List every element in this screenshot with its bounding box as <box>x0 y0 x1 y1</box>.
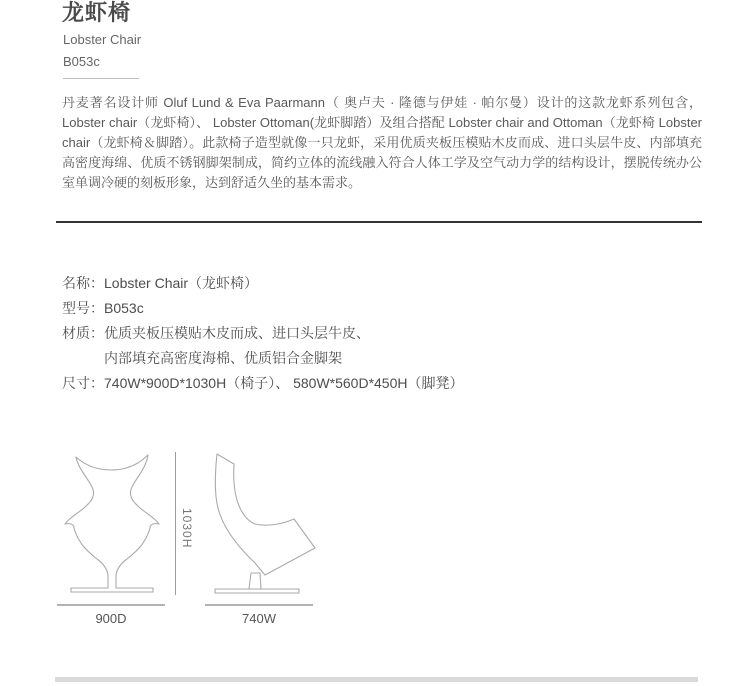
spec-size-label: 尺寸： <box>62 375 104 391</box>
height-measure-line <box>175 452 176 595</box>
spec-list <box>62 271 682 396</box>
spec-row-model <box>62 296 682 321</box>
width-measure-line <box>205 604 313 606</box>
title-underline <box>63 78 139 79</box>
spec-row-size <box>62 371 682 396</box>
product-description: 丹麦著名设计师 Oluf Lund & Eva Paarmann（ 奥卢夫 · 隆德与伊娃 · 帕尔曼）设计的这款龙虾系列包含，Lobster chair（龙虾椅）、 Lobster Ottoman(龙虾脚踏）及组合搭配 Lobster chair and Ottoman（龙虾椅 Lobster chair（龙虾椅＆脚踏）。此款椅子造型就像一只龙虾，采用优质夹板压模贴木皮而成、进口头层牛皮、内部填充高密度海绵、优质不锈钢脚架制成，简约立体的流线融入符合人体工学及空气动力学的结构设计，摆脱传统办公室单调冷硬的刻板形象，达到舒适久坐的基本需求。 <box>62 95 702 190</box>
height-dimension-label: 1030H <box>180 508 194 549</box>
spec-row-material <box>62 321 682 346</box>
depth-measure-line <box>57 604 165 606</box>
spec-material-value-line2: 内部填充高密度海棉、优质铝合金脚架 <box>104 350 342 366</box>
spec-material-label: 材质： <box>62 325 104 341</box>
depth-dimension-label: 900D <box>95 611 127 626</box>
chair-side-view-drawing <box>205 448 317 598</box>
spec-row-name <box>62 271 682 296</box>
spec-name-value: Lobster Chair（龙虾椅） <box>104 275 259 291</box>
spec-size-value: 740W*900D*1030H（椅子）、 580W*560D*450H（脚凳） <box>104 375 464 391</box>
spec-name-label: 名称： <box>62 275 104 291</box>
spec-material-value-line1: 优质夹板压模贴木皮而成、进口头层牛皮、 <box>104 325 370 341</box>
bottom-divider-bar <box>55 677 698 682</box>
section-divider <box>56 221 702 223</box>
product-subtitle-en: Lobster Chair <box>63 32 142 47</box>
spec-row-material-continued <box>62 346 682 371</box>
width-dimension-label: 740W <box>242 611 276 626</box>
chair-back-view-drawing <box>57 448 167 598</box>
spec-model-label: 型号： <box>62 300 104 316</box>
spec-model-value: B053c <box>104 300 144 316</box>
product-model: B053c <box>63 54 100 69</box>
page-title: 龙虾椅 <box>62 0 132 25</box>
